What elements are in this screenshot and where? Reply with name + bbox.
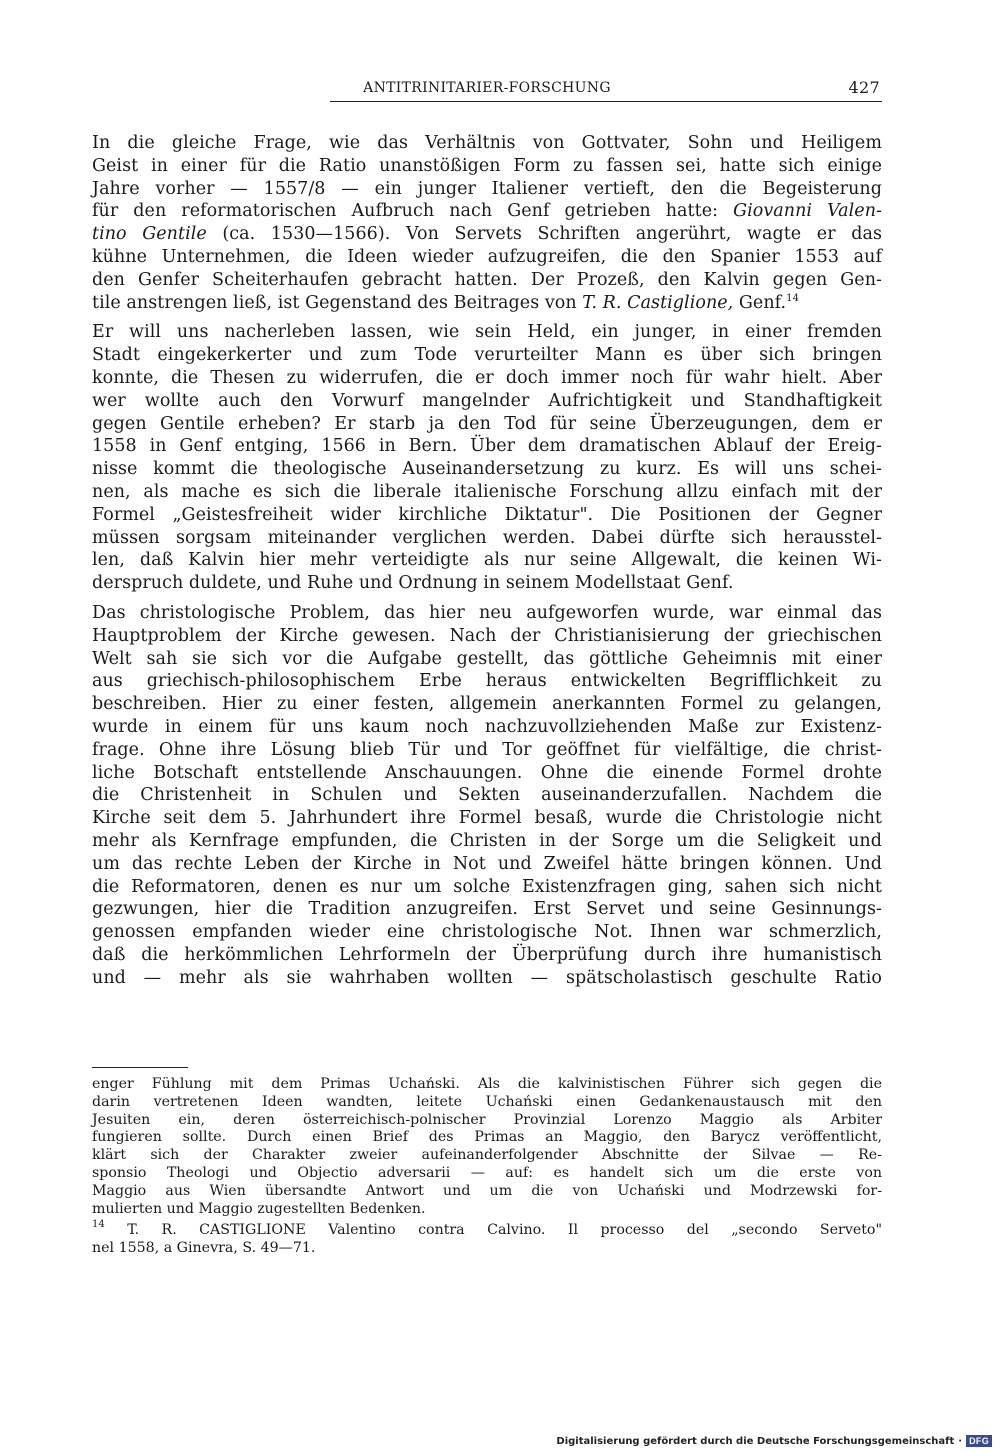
text-line: die Christenheit in Schulen und Sekten auseinanderzufallen. Nachdem die <box>92 785 882 806</box>
body-text <box>92 132 882 996</box>
running-head-title: ANTITRINITARIER-FORSCHUNG <box>363 80 611 96</box>
header-rule <box>330 101 882 102</box>
credit-text: Digitalisierung gefördert durch die Deutsche Forschungsgemeinschaft <box>556 1435 955 1447</box>
text-line <box>92 200 882 223</box>
footnote-14 <box>92 1219 883 1258</box>
text-line: müssen sorgsam miteinander verglichen werden. Dabei dürfte sich herausstel- <box>92 527 882 548</box>
text-line: konnte, die Thesen zu widerrufen, die er doch immer noch für wahr hielt. Aber <box>92 367 882 388</box>
text-line: liche Botschaft entstellende Anschauungen. Ohne die einende Formel drohte <box>92 762 882 783</box>
dfg-logo: DFG <box>966 1435 992 1447</box>
text-segment: für den reformatorischen Aufbruch nach Genf getrieben hatte: <box>92 201 734 222</box>
text-line: beschreiben. Hier zu einer festen, allgemein anerkannten Formel zu gelangen, <box>92 694 882 715</box>
text-line: frage. Ohne ihre Lösung blieb Tür und Tor geöffnet für vielfältige, die christ- <box>92 739 882 760</box>
footnote-line: Maggio aus Wien übersandte Antwort und um die von Uchański und Modrzewski for- <box>92 1182 882 1199</box>
footnote-line: enger Fühlung mit dem Primas Uchański. Als die kalvinistischen Führer sich gegen die <box>92 1076 882 1092</box>
footnote-line: Jesuiten ein, deren österreichisch-polnischer Provinzial Lorenzo Maggio als Arbiter <box>92 1111 882 1128</box>
running-head <box>92 78 882 102</box>
text-line: len, daß Kalvin hier mehr verteidigte als nur seine Allgewalt, die keinen Wi- <box>92 550 882 571</box>
paragraph-3 <box>92 602 882 990</box>
footnote-line: mulierten und Maggio zugestellten Bedenken. <box>92 1200 426 1217</box>
footnote-continued <box>92 1076 882 1218</box>
text-segment: Genf. <box>733 292 787 313</box>
footnote-line: fungieren sollte. Durch einen Brief des Primas an Maggio, den Barycz veröffentlicht, <box>92 1129 882 1146</box>
page-number: 427 <box>848 78 880 97</box>
text-line: Geist in einer für die Ratio unanstößigen Form zu fassen sei, hatte sich einige <box>92 155 882 176</box>
text-line: die Reformatoren, denen es nur um solche Existenzfragen ging, sahen sich nicht <box>92 876 882 897</box>
italic-name: Giovanni Valen- <box>733 201 882 222</box>
text-segment: tile anstrengen ließ, ist Gegenstand des Beitrages von <box>92 292 583 313</box>
text-line: kühne Unternehmen, die Ideen wieder aufzugreifen, die den Spanier 1553 auf <box>92 246 882 267</box>
footnotes <box>92 1076 882 1262</box>
text-line: wurde in einem für uns kaum noch nachzuvollziehenden Maße zur Existenz- <box>92 716 882 737</box>
footnote-line <box>92 1219 883 1240</box>
footnote-line: sponsio Theologi und Objectio adversarii — auf: es handelt sich um die erste von <box>92 1164 882 1181</box>
footnote-number: 14 <box>92 1219 105 1231</box>
text-line: Welt sah sie sich vor die Aufgabe gestellt, das göttliche Geheimnis mit einer <box>92 648 882 669</box>
digitization-credit <box>556 1435 992 1447</box>
text-line: aus griechisch-philosophischem Erbe heraus entwickelten Begrifflichkeit zu <box>92 671 882 692</box>
text-line: wer wollte auch den Vorwurf mangelnder Aufrichtigkeit und Standhaftigkeit <box>92 390 882 411</box>
paragraph-1 <box>92 132 882 314</box>
text-line: den Genfer Scheiterhaufen gebracht hatten. Der Prozeß, den Kalvin gegen Gen- <box>92 269 882 290</box>
text-line: In die gleiche Frage, wie das Verhältnis von Gottvater, Sohn und Heiligem <box>92 133 882 153</box>
credit-separator: · <box>958 1435 963 1447</box>
text-line: Er will uns nacherleben lassen, wie sein Held, ein junger, in einer fremden <box>92 322 882 343</box>
text-line: Jahre vorher — 1557/8 — ein junger Italiener vertieft, den die Begeisterung <box>92 178 882 199</box>
text-line: mehr als Kernfrage empfunden, die Christen in der Sorge um die Seligkeit und <box>92 830 882 851</box>
footnote-ref[interactable]: 14 <box>786 292 799 304</box>
text-line: derspruch duldete, und Ruhe und Ordnung in seinem Modellstaat Genf. <box>92 573 734 594</box>
text-line: daß die herkömmlichen Lehrformeln der Überprüfung durch ihre humanistisch <box>92 944 882 965</box>
paragraph-2 <box>92 321 882 595</box>
text-line: um das rechte Leben der Kirche in Not und Zweifel hätte bringen können. Und <box>92 853 882 874</box>
text-line <box>92 292 882 315</box>
text-line: gegen Gentile erheben? Er starb ja den Tod für seine Überzeugungen, dem er <box>92 413 882 434</box>
italic-author: T. R. Castiglione, <box>582 292 734 313</box>
text-line: Das christologische Problem, das hier neu aufgeworfen wurde, war einmal das <box>92 602 882 623</box>
text-line: nisse kommt die theologische Auseinandersetzung zu kurz. Es will uns schei- <box>92 459 882 480</box>
footnote-text: T. R. CASTIGLIONE Valentino contra Calvino. Il processo del „secondo Serveto" <box>127 1222 883 1239</box>
text-line: Stadt eingekerkerter und zum Tode verurteilter Mann es über sich bringen <box>92 345 882 366</box>
footnote-line: klärt sich der Charakter zweier aufeinanderfolgender Abschnitte der Silvae — Re- <box>92 1147 882 1164</box>
text-line: genossen empfanden wieder eine christologische Not. Ihnen war schmerzlich, <box>92 922 882 943</box>
text-segment: (ca. 1530—1566). Von Servets Schriften angerührt, wagte er das <box>206 224 882 245</box>
text-line: nen, als mache es sich die liberale italienische Forschung allzu einfach mit der <box>92 481 882 502</box>
footnote-rule <box>92 1067 188 1068</box>
text-line: und — mehr als sie wahrhaben wollten — spätscholastisch geschulte Ratio <box>92 967 882 988</box>
text-line: Formel „Geistesfreiheit wider kirchliche Diktatur". Die Positionen der Gegner <box>92 504 882 525</box>
footnote-line: nel 1558, a Ginevra, S. 49—71. <box>92 1240 316 1257</box>
text-line: gezwungen, hier die Tradition anzugreifen. Erst Servet und seine Gesinnungs- <box>92 899 882 920</box>
text-line <box>92 223 882 246</box>
text-line: Hauptproblem der Kirche gewesen. Nach der Christianisierung der griechischen <box>92 625 882 646</box>
footnote-line: darin vertretenen Ideen wandten, leitete Uchański einen Gedankenaustausch mit den <box>92 1093 882 1110</box>
italic-name: tino Gentile <box>92 224 207 245</box>
text-line: Kirche seit dem 5. Jahrhundert ihre Formel besaß, wurde die Christologie nicht <box>92 808 882 829</box>
text-line: 1558 in Genf entging, 1566 in Bern. Über dem dramatischen Ablauf der Ereig- <box>92 436 882 457</box>
